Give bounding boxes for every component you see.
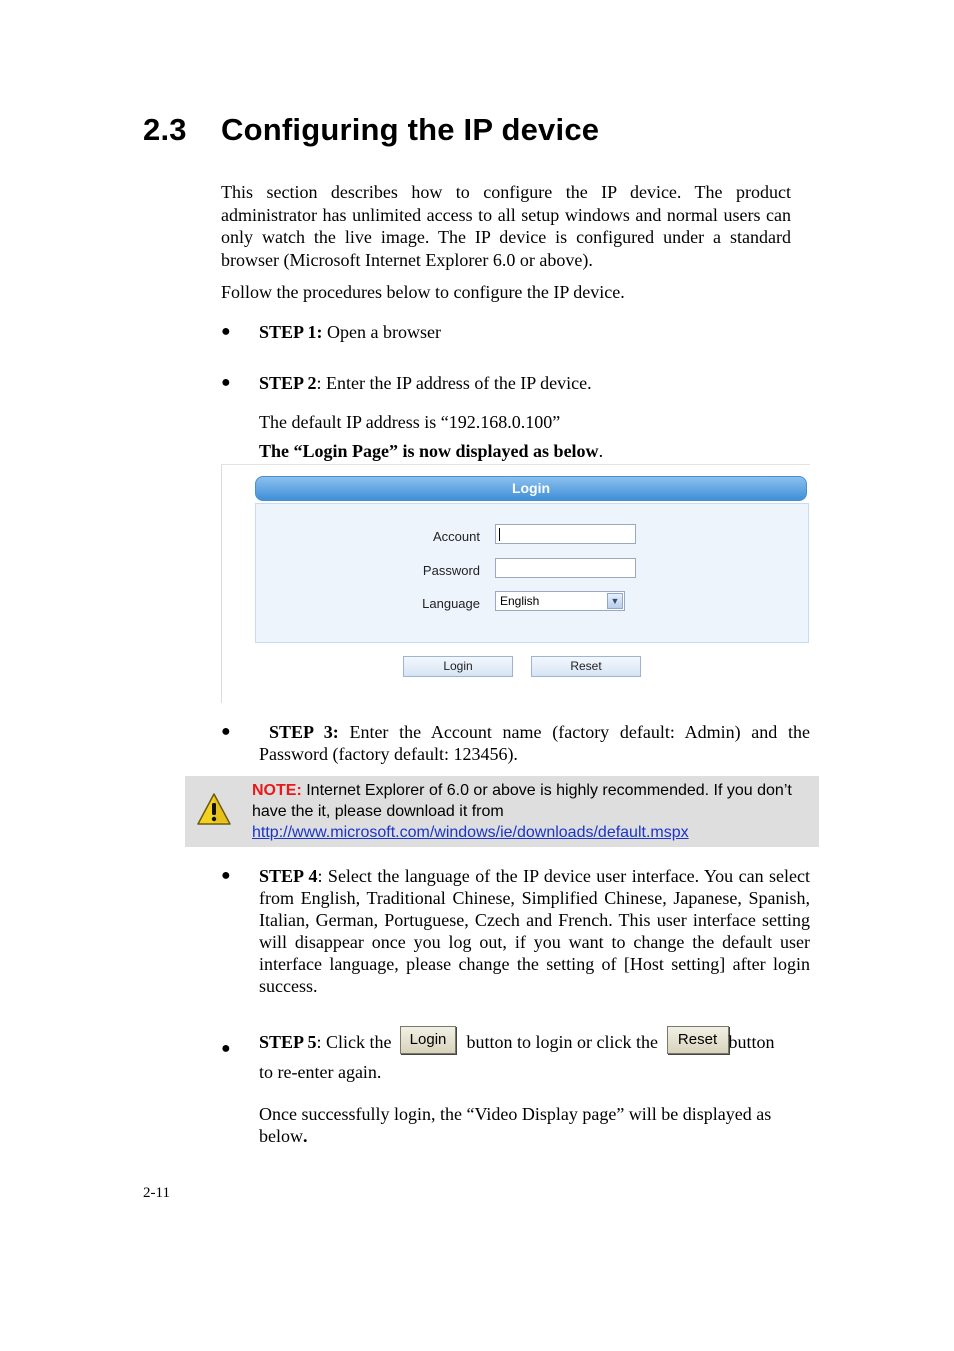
login-button[interactable]: Login (403, 656, 513, 677)
bullet: ● (221, 1040, 231, 1057)
login-page-caption-bold: The “Login Page” is now displayed as below (259, 441, 599, 461)
note-body: Internet Explorer of 6.0 or above is highly recommended. If you don’t have the it, please download it from (252, 782, 792, 820)
step5-line1 (259, 1026, 811, 1054)
intro-paragraph: This section describes how to configure the IP device. The product administrator has unlimited access to all setup windows and normal users can only watch the live image. The IP device is configured under a standard browser (Microsoft Internet Explorer 6.0 or above). (221, 182, 791, 270)
language-label: Language (422, 596, 480, 611)
chevron-down-icon[interactable]: ▼ (607, 593, 623, 609)
section-number: 2.3 (143, 112, 187, 147)
download-link[interactable]: http://www.microsoft.com/windows/ie/downloads/default.mspx (252, 824, 689, 841)
text-caret (499, 528, 500, 541)
step5-text-a: : Click the (316, 1032, 392, 1052)
step2-text: : Enter the IP address of the IP device. (316, 373, 592, 393)
step1-text: Open a browser (322, 322, 441, 342)
step3-text: Enter the Account name (factory default: Admin) and the Password (factory default: 123456). (259, 722, 810, 764)
section-title: Configuring the IP device (221, 112, 600, 147)
account-input[interactable] (495, 524, 636, 544)
default-ip-text: The default IP address is “192.168.0.100” (259, 412, 561, 432)
step3 (259, 721, 810, 765)
step4-text: : Select the language of the IP device user interface. You can select from English, Traditional Chinese, Simplified Chinese, Japanese, Spanish, Italian, German, Portuguese, Czech and French. This user interface setting will disappear once you log out, if you want to change the default user interface language, please change the setting of [Host setting] after login success. (259, 866, 810, 996)
reset-button[interactable]: Reset (531, 656, 641, 677)
note-label: NOTE: (252, 782, 302, 799)
after-login-body: Once successfully login, the “Video Display page” will be displayed as below (259, 1104, 772, 1146)
step5-text-b: button to login or click the (466, 1032, 659, 1052)
step5-line2: to re-enter again. (259, 1062, 382, 1082)
page-number: 2-11 (143, 1185, 170, 1201)
step4 (259, 865, 810, 997)
language-value: English (500, 594, 540, 608)
step1 (259, 321, 809, 343)
bullet: ● (221, 374, 231, 391)
step1-label: STEP 1: (259, 322, 323, 342)
note-box (185, 776, 819, 847)
bullet: ● (221, 323, 231, 340)
section-heading (143, 112, 599, 148)
step5-text-c: button (728, 1032, 775, 1052)
password-label: Password (422, 563, 480, 578)
step2 (259, 372, 809, 394)
reset-button-image: Reset (667, 1026, 729, 1054)
password-input[interactable] (495, 558, 636, 578)
after-login-text (259, 1103, 799, 1147)
after-login-period: . (303, 1126, 308, 1146)
bullet: ● (221, 723, 231, 740)
step3-label: STEP 3: (269, 722, 339, 742)
warning-triangle-icon (196, 792, 232, 828)
login-title-bar: Login (255, 476, 807, 501)
caption-period: . (598, 441, 604, 461)
step4-label: STEP 4 (259, 866, 318, 886)
note-text (252, 780, 812, 843)
login-button-image: Login (400, 1026, 456, 1054)
login-screenshot (221, 464, 810, 703)
login-page-caption (259, 440, 603, 462)
language-select[interactable] (495, 591, 625, 611)
step5-label: STEP 5 (259, 1032, 317, 1052)
step2-label: STEP 2 (259, 373, 317, 393)
intro-follow: Follow the procedures below to configure the IP device. (221, 282, 625, 302)
account-label: Account (433, 529, 480, 544)
bullet: ● (221, 867, 231, 884)
